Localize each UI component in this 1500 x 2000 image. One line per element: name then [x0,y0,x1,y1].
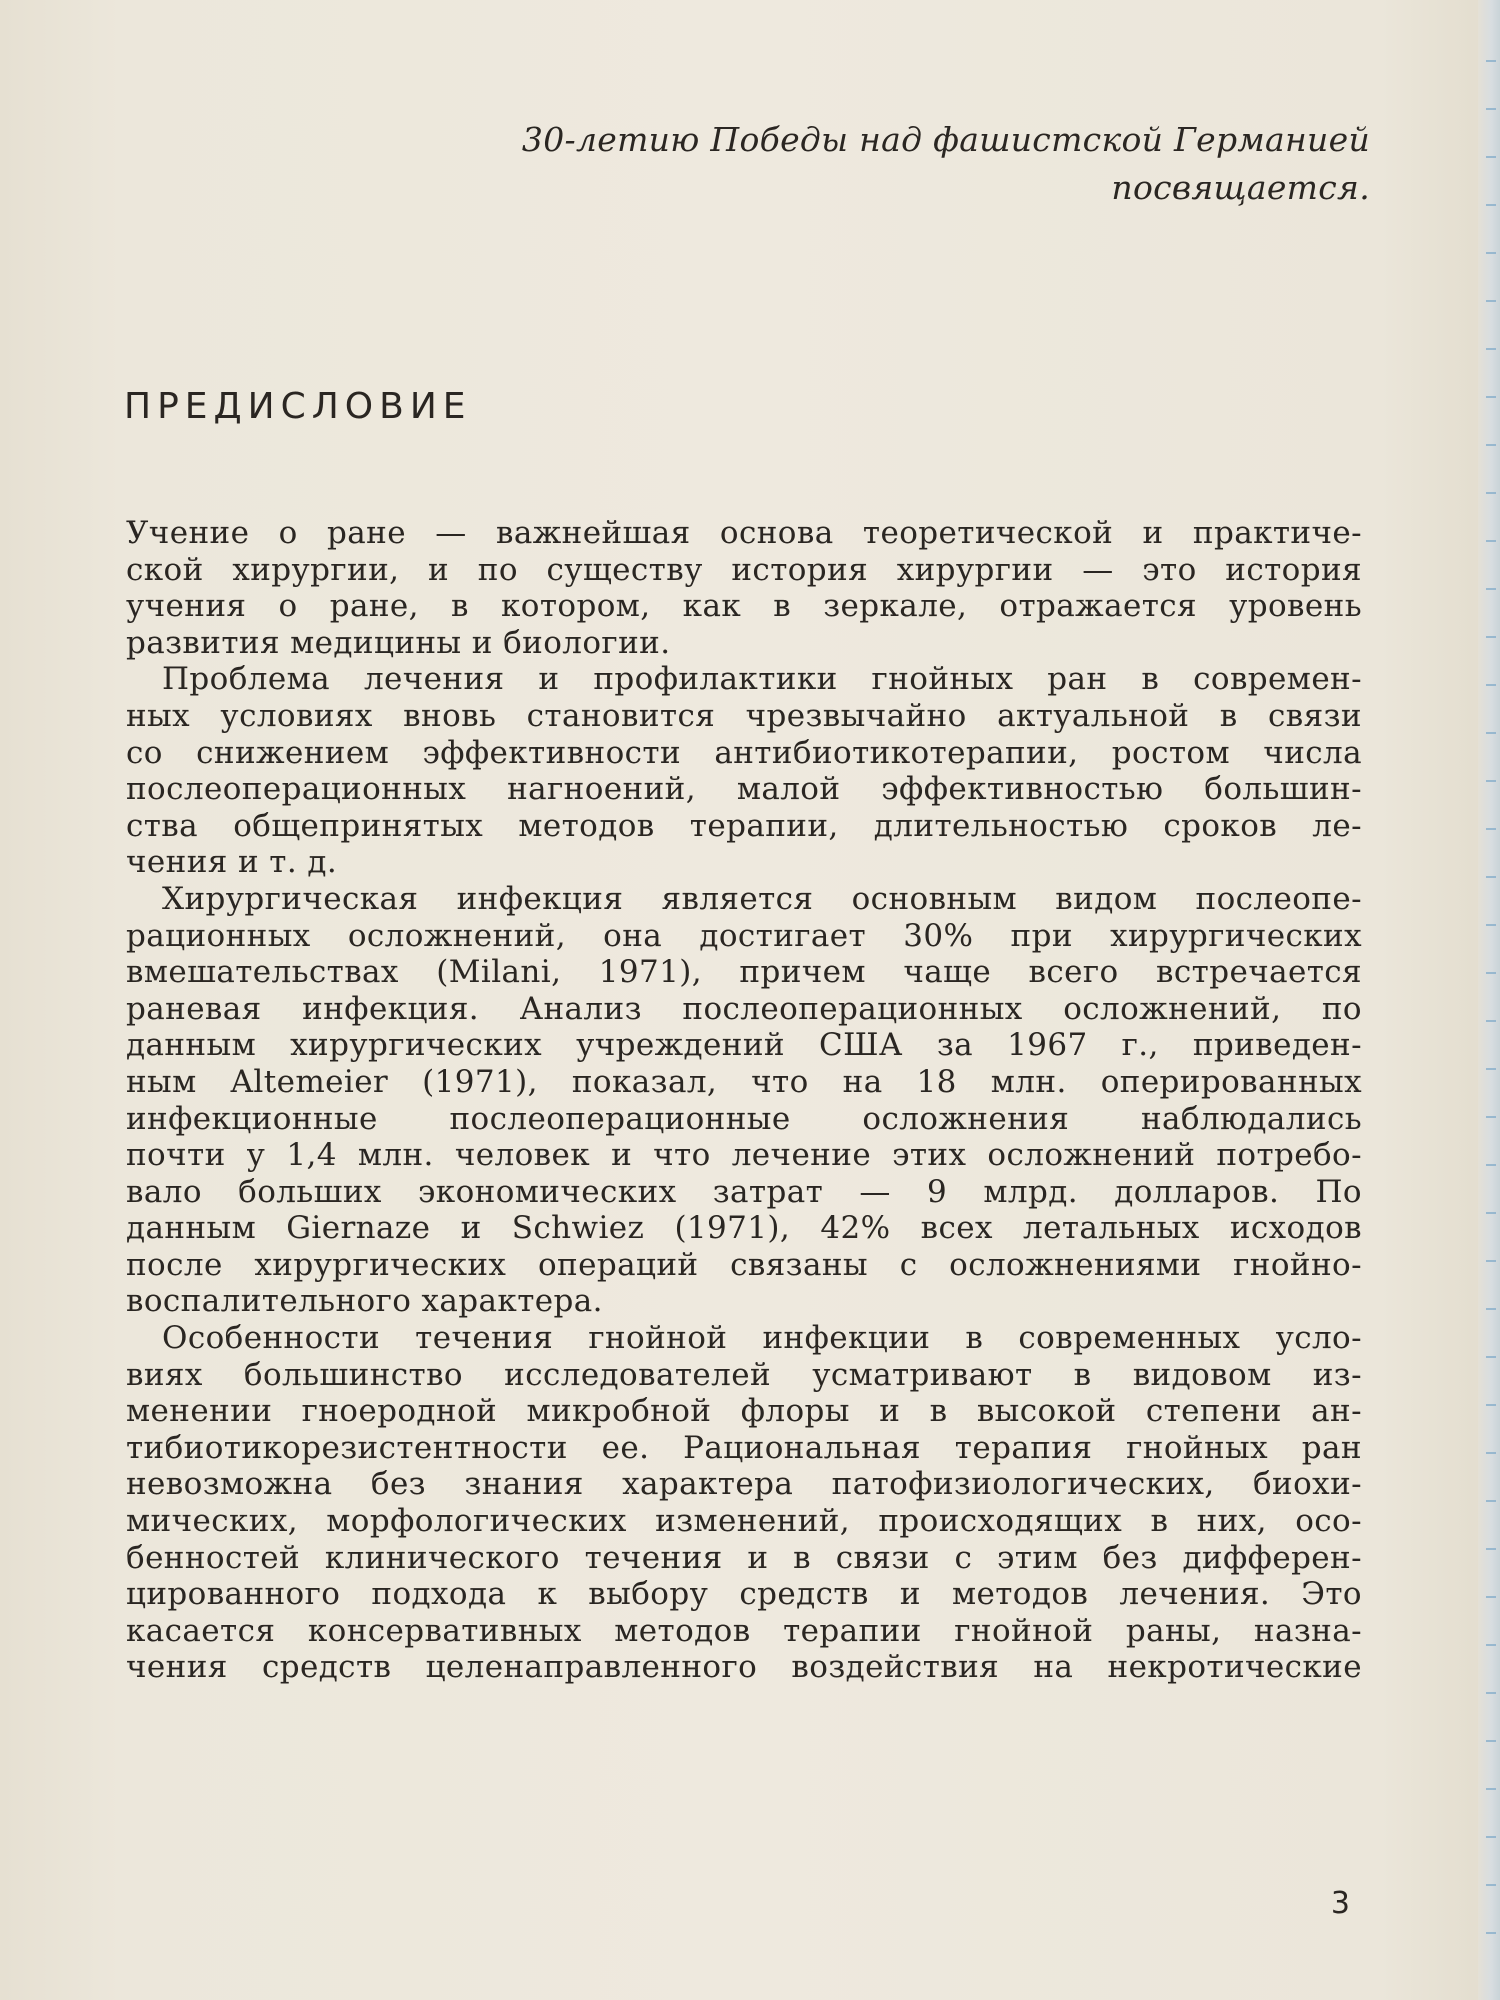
edge-mark [1486,684,1496,686]
text-line: ской хирургии, и по существу история хирургии — это история [126,551,1362,588]
edge-mark [1486,876,1496,878]
edge-mark [1486,1740,1496,1742]
text-line: чения средств целенаправленного воздействия на некротические [126,1649,1362,1686]
text-line: раневая инфекция. Анализ послеоперационных осложнений, по [126,990,1362,1027]
text-line: касается консервативных методов терапии гнойной раны, назна- [126,1612,1362,1649]
edge-mark [1486,972,1496,974]
text-line: после хирургических операций связаны с осложнениями гнойно- [126,1246,1362,1283]
text-line: цированного подхода к выбору средств и методов лечения. Это [126,1576,1362,1613]
edge-mark [1486,1212,1496,1214]
edge-mark [1486,1644,1496,1646]
edge-mark [1486,204,1496,206]
text-line: данным хирургических учреждений США за 1967 г., приведен- [126,1027,1362,1064]
text-line: рационных осложнений, она достигает 30% при хирургических [126,917,1362,954]
text-line: ства общепринятых методов терапии, длительностью сроков ле- [126,807,1362,844]
edge-mark [1486,636,1496,638]
edge-mark [1486,1068,1496,1070]
text-line: ных условиях вновь становится чрезвычайно актуальной в связи [126,697,1362,734]
edge-mark [1486,1452,1496,1454]
dedication [470,116,1370,212]
paragraph [126,881,1362,1320]
edge-mark [1486,492,1496,494]
text-line: почти у 1,4 млн. человек и что лечение этих осложнений потребо- [126,1137,1362,1174]
text-line: виях большинство исследователей усматривают в видовом из- [126,1356,1362,1393]
text-line: инфекционные послеоперационные осложнения наблюдались [126,1100,1362,1137]
edge-mark [1486,1020,1496,1022]
paragraph [126,515,1362,661]
text-line: ным Altemeier (1971), показал, что на 18 млн. оперированных [126,1063,1362,1100]
edge-mark [1486,252,1496,254]
edge-mark [1486,300,1496,302]
edge-mark [1486,1596,1496,1598]
page-edge [1478,0,1500,2000]
text-line: Хирургическая инфекция является основным видом послеопе- [162,880,1362,917]
edge-mark [1486,780,1496,782]
edge-mark [1486,1788,1496,1790]
text-line: вало больших экономических затрат — 9 млрд. долларов. По [126,1173,1362,1210]
edge-mark [1486,828,1496,830]
text-line: послеоперационных нагноений, малой эффективностью большин- [126,771,1362,808]
edge-mark [1486,588,1496,590]
text-line: мических, морфологических изменений, происходящих в них, осо- [126,1503,1362,1540]
page-number: 3 [1330,1886,1350,1921]
edge-mark [1486,1692,1496,1694]
edge-mark [1486,1260,1496,1262]
edge-mark [1486,540,1496,542]
section-heading: ПРЕДИСЛОВИЕ [124,386,472,427]
edge-mark [1486,108,1496,110]
text-line: воспалительного характера. [126,1283,603,1320]
edge-mark [1486,1548,1496,1550]
text-line: Особенности течения гнойной инфекции в современных усло- [162,1320,1362,1357]
edge-mark [1486,1884,1496,1886]
text-line: со снижением эффективности антибиотикотерапии, ростом числа [126,734,1362,771]
text-line: Проблема лечения и профилактики гнойных ран в современ- [162,661,1362,698]
edge-mark [1486,924,1496,926]
edge-mark [1486,60,1496,62]
preface-body [126,515,1362,1686]
edge-mark [1486,732,1496,734]
edge-mark [1486,1500,1496,1502]
text-line: невозможна без знания характера патофизиологических, биохи- [126,1466,1362,1503]
text-line: учения о ране, в котором, как в зеркале, отражается уровень [126,588,1362,625]
dedication-line-2: посвящается. [1111,168,1370,207]
text-line: вмешательствах (Milani, 1971), причем чаще всего встречается [126,954,1362,991]
edge-mark [1486,1164,1496,1166]
text-line: менении гноеродной микробной флоры и в высокой степени ан- [126,1393,1362,1430]
edge-mark [1486,156,1496,158]
text-line: тибиотикорезистентности ее. Рациональная терапия гнойных ран [126,1429,1362,1466]
text-line: развития медицины и биологии. [126,624,671,661]
paragraph [126,661,1362,881]
text-line: Учение о ране — важнейшая основа теоретической и практиче- [126,515,1362,551]
edge-mark [1486,1932,1496,1934]
edge-mark [1486,1836,1496,1838]
edge-mark [1486,1356,1496,1358]
edge-mark [1486,1116,1496,1118]
text-line: чения и т. д. [126,844,338,881]
edge-mark [1486,1308,1496,1310]
edge-mark [1486,1404,1496,1406]
text-line: бенностей клинического течения и в связи с этим без дифферен- [126,1539,1362,1576]
dedication-line-1: 30-летию Победы над фашистской Германией [521,120,1370,159]
edge-mark [1486,348,1496,350]
text-line: данным Giernaze и Schwiez (1971), 42% всех летальных исходов [126,1210,1362,1247]
edge-mark [1486,396,1496,398]
paragraph [126,1320,1362,1686]
edge-mark [1486,444,1496,446]
